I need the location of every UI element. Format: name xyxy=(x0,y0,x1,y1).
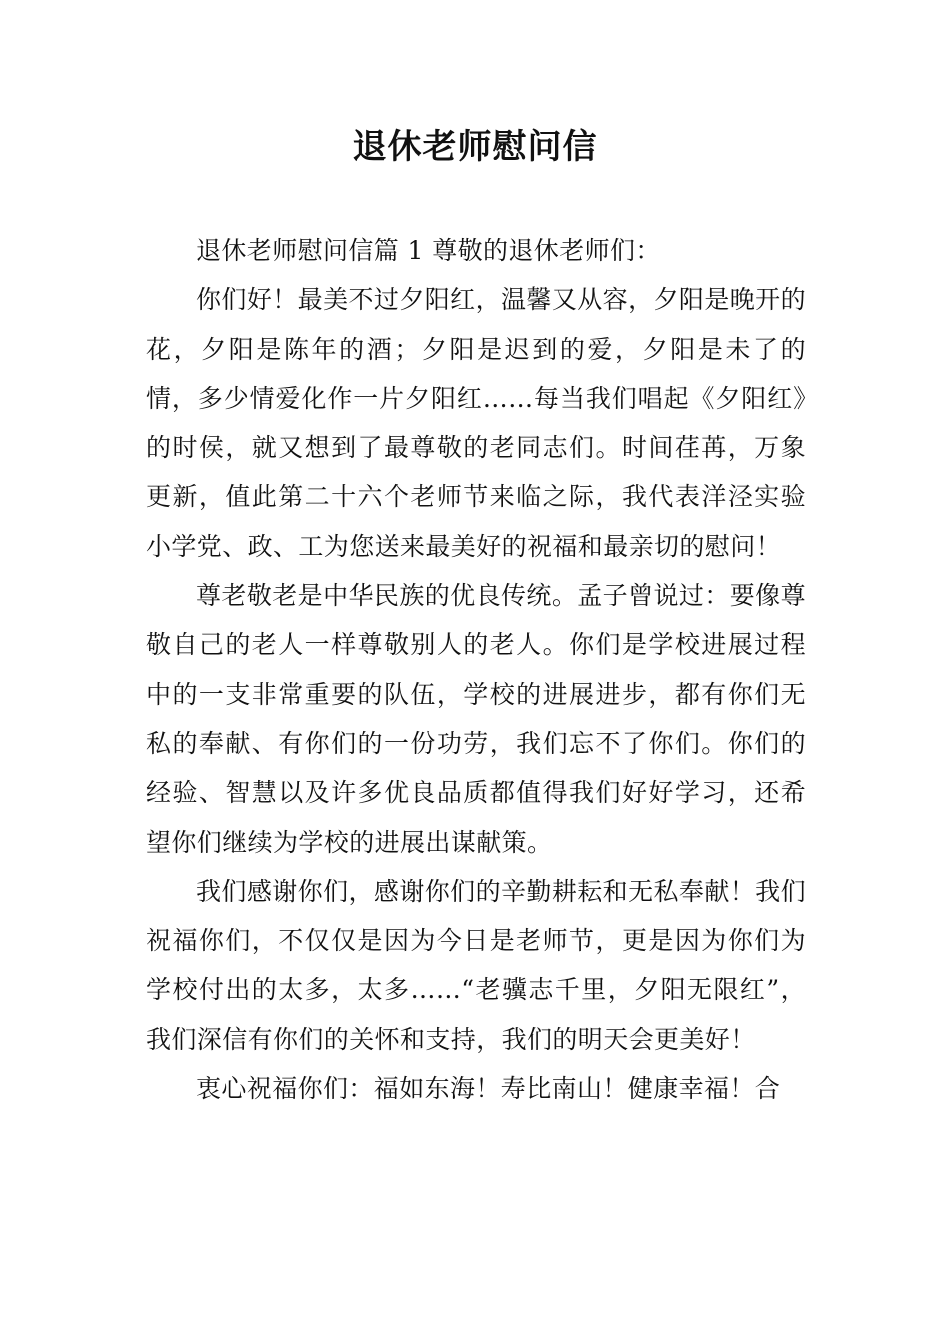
paragraph-blessing: 衷心祝福你们：福如东海！寿比南山！健康幸福！合 xyxy=(196,1074,781,1104)
paragraph-respect: 尊老敬老是中华民族的优良传统。孟子曾说过：要像尊敬自己的老人一样尊敬别人的老人。你们是学校进展过程中的一支非常重要的队伍，学校的进展进步，都有你们无私的奉献、有你们的一份功劳，我们忘不了你们。你们的经验、智慧以及许多优良品质都值得我们好好学习，还希望你们继续为学校的进展出谋献策。 xyxy=(146,581,806,857)
document-body xyxy=(146,226,806,1113)
paragraph-greeting: 你们好！最美不过夕阳红，温馨又从容，夕阳是晚开的花，夕阳是陈年的酒；夕阳是迟到的爱，夕阳是未了的情，多少情爱化作一片夕阳红……每当我们唱起《夕阳红》的时侯，就又想到了最尊敬的老同志们。时间荏苒，万象更新，值此第二十六个老师节来临之际，我代表洋泾实验小学党、政、工为您送来最美好的祝福和最亲切的慰问！ xyxy=(146,285,806,561)
document-title: 退休老师慰问信 xyxy=(352,127,598,167)
paragraph-salutation: 退休老师慰问信篇 1 尊敬的退休老师们： xyxy=(196,236,661,265)
paragraph-thanks: 我们感谢你们，感谢你们的辛勤耕耘和无私奉献！我们祝福你们，不仅仅是因为今日是老师节，更是因为你们为学校付出的太多，太多……“老骥志千里，夕阳无限红”，我们深信有你们的关怀和支持，我们的明天会更美好！ xyxy=(146,876,806,1054)
